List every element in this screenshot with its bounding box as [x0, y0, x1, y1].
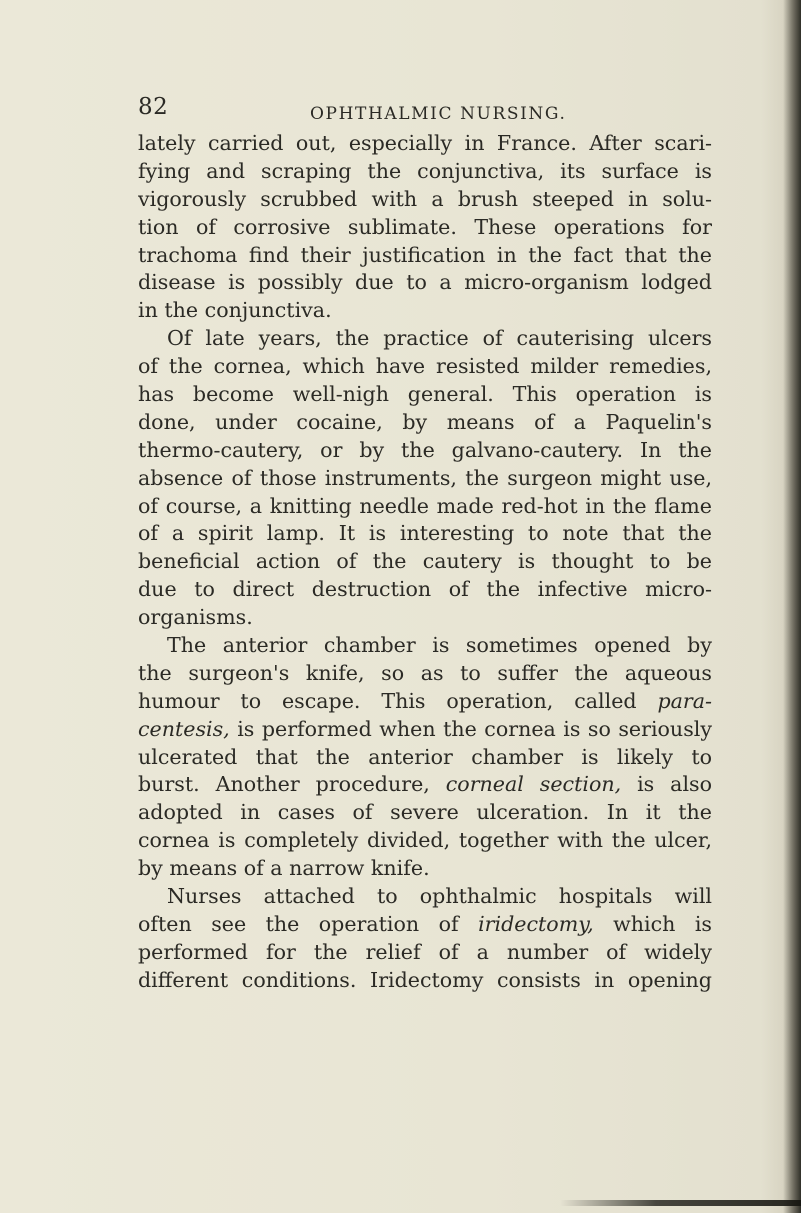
text-line: performed for the relief of a number of widely	[138, 939, 712, 964]
italic-term: corneal section,	[445, 772, 622, 797]
text-line: of a spirit lamp. It is interesting to note that the	[138, 521, 712, 546]
italic-term: iridectomy,	[478, 911, 594, 936]
text-line: adopted in cases of severe ulceration. In it the	[138, 800, 712, 825]
page-bottom-edge	[560, 1200, 801, 1206]
text-line: in the conjunctiva.	[138, 298, 332, 323]
text-line: absence of those instruments, the surgeon might use,	[138, 465, 712, 490]
italic-term: centesis,	[138, 716, 230, 741]
text-line: cornea is completely divided, together with the ulcer,	[138, 828, 712, 853]
text-run: is performed when the cornea is so seriously	[229, 716, 712, 741]
italic-term: para-	[657, 688, 712, 713]
text-line: organisms.	[138, 605, 253, 630]
text-run: burst. Another procedure,	[138, 772, 446, 797]
text-line: of the cornea, which have resisted milder remedies,	[138, 354, 712, 379]
text-line: ulcerated that the anterior chamber is likely to	[138, 744, 712, 769]
text-line: Nurses attached to ophthalmic hospitals will	[167, 884, 712, 909]
text-line: due to direct destruction of the infective micro-	[138, 577, 712, 602]
text-line: different conditions. Iridectomy consists in opening	[138, 967, 712, 992]
text-run: is also	[621, 772, 712, 797]
text-line: vigorously scrubbed with a brush steeped in solu-	[138, 186, 712, 211]
text-line: of course, a knitting needle made red-hot in the flame	[138, 493, 712, 518]
page-edge-shadow	[783, 0, 801, 1213]
text-line: Of late years, the practice of cauterising ulcers	[167, 326, 712, 351]
text-line	[138, 688, 712, 716]
text-line	[138, 911, 712, 939]
text-line: thermo-cautery, or by the galvano-cautery. In the	[138, 437, 712, 462]
page-number: 82	[138, 94, 169, 120]
text-line: The anterior chamber is sometimes opened by	[167, 633, 712, 658]
text-line: beneficial action of the cautery is thought to be	[138, 549, 712, 574]
text-line	[138, 771, 712, 799]
text-line: has become well-nigh general. This operation is	[138, 382, 712, 407]
text-line: tion of corrosive sublimate. These operations for	[138, 214, 712, 239]
text-run: often see the operation of	[138, 911, 479, 936]
text-line: lately carried out, especially in France. After scari-	[138, 131, 712, 155]
running-title: OPHTHALMIC NURSING.	[310, 104, 567, 124]
text-line: fying and scraping the conjunctiva, its surface is	[138, 158, 712, 183]
text-line	[138, 716, 712, 744]
text-line: disease is possibly due to a micro-organism lodged	[138, 270, 712, 295]
text-line: trachoma find their justification in the fact that the	[138, 242, 712, 267]
text-line: the surgeon's knife, so as to suffer the aqueous	[138, 660, 712, 685]
text-line: done, under cocaine, by means of a Paquelin's	[138, 409, 712, 434]
text-run: which is	[593, 911, 712, 936]
text-run: humour to escape. This operation, called	[138, 688, 658, 713]
body-text	[138, 130, 712, 995]
text-line: by means of a narrow knife.	[138, 856, 430, 881]
